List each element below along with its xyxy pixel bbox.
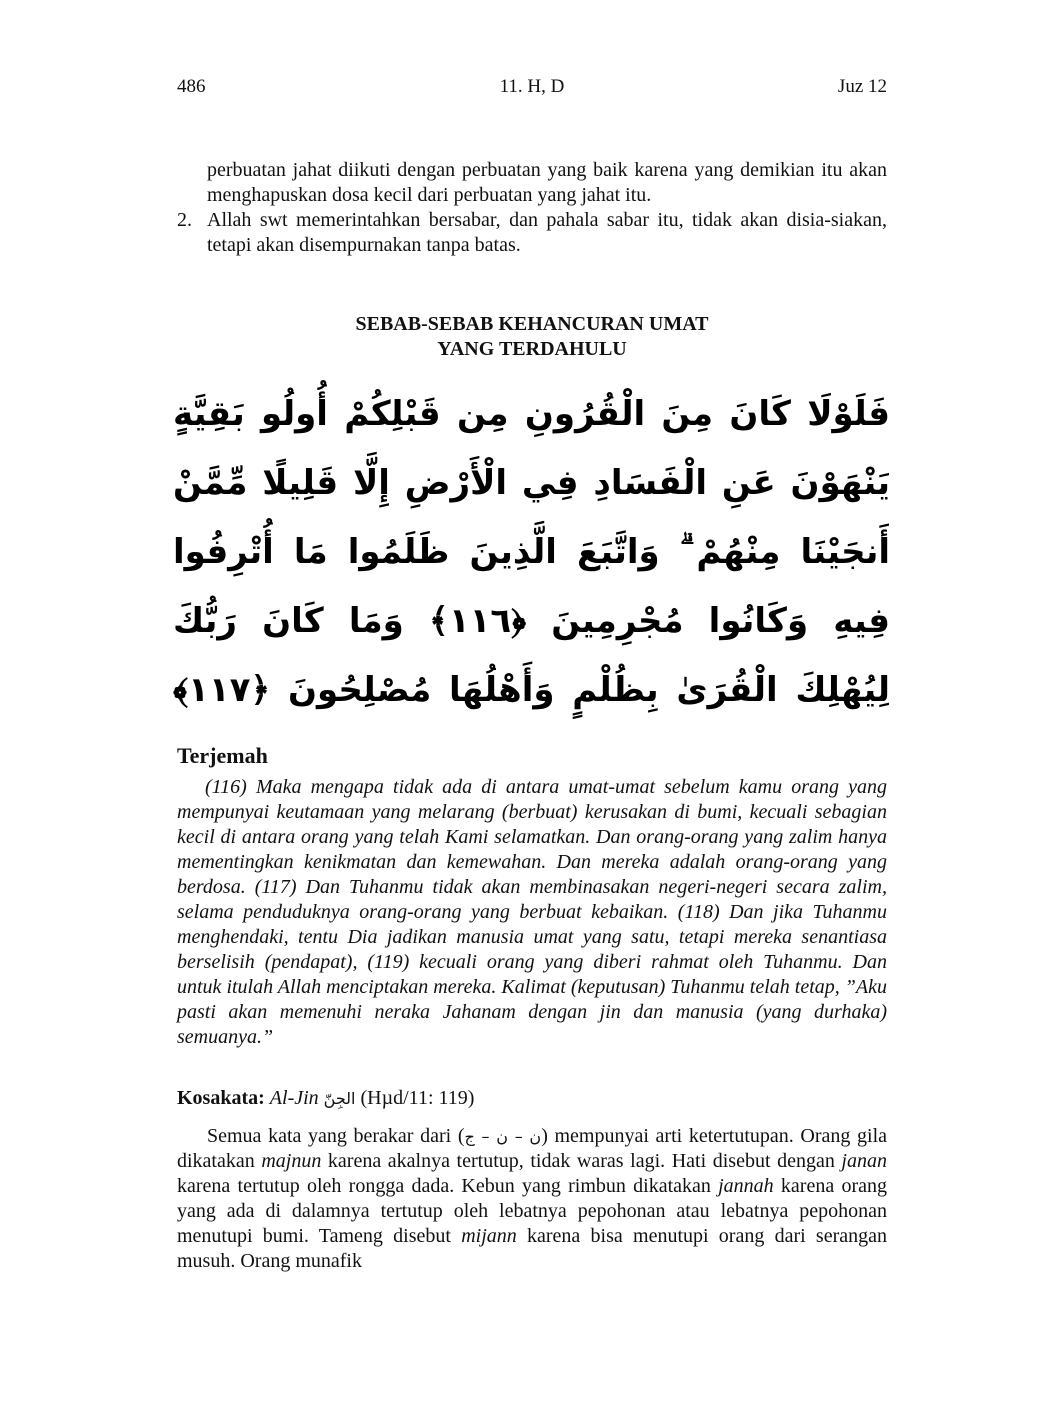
list-item-continuation: perbuatan jahat diikuti dengan perbuatan yang baik karena yang demikian itu akan menghapuskan dosa kecil dari perbuatan yang jahat itu. bbox=[207, 159, 887, 206]
terjemah-heading: Terjemah bbox=[177, 743, 268, 768]
kosakata-reference: (Hµd/11: 119) bbox=[360, 1087, 475, 1109]
para-text-2: ) mempunyai arti ketertutupan. Orang gila dikatakan bbox=[177, 1125, 888, 1172]
para-text-4: karena tertutup oleh rongga dada. Kebun yang rimbun dikatakan bbox=[177, 1175, 719, 1197]
body-paragraph bbox=[177, 1124, 887, 1274]
para-text-6: karena bisa menutupi orang dari serangan musuh. Orang munafik bbox=[177, 1225, 888, 1272]
page-number: 486 bbox=[177, 76, 206, 97]
arabic-root: ن – ن – ج bbox=[464, 1127, 542, 1146]
para-text-1: Semua kata yang berakar dari ( bbox=[207, 1125, 465, 1147]
kosakata-line bbox=[177, 1086, 887, 1111]
para-text-3: karena akalnya tertutup, tidak waras lagi. Hati disebut dengan bbox=[321, 1150, 842, 1172]
surah-title: 11. H, D bbox=[499, 76, 565, 97]
list-text: Allah swt memerintahkan bersabar, dan pahala sabar itu, tidak akan disia-siakan, tetapi akan disempurnakan tanpa batas. bbox=[207, 209, 887, 256]
section-title bbox=[177, 312, 887, 362]
list-number: 2. bbox=[177, 209, 192, 231]
arabic-verse-block: فَلَوْلَا كَانَ مِنَ الْقُرُونِ مِن قَبْلِكُمْ أُولُو بَقِيَّةٍ يَنْهَوْنَ عَنِ الْفَسَادِ فِي الْأَرْضِ إِلَّا قَلِيلًا مِّمَّنْ أَنجَيْنَا مِنْهُمْ ۗ وَاتَّبَعَ الَّذِينَ ظَلَمُوا مَا أُتْرِفُوا فِيهِ وَكَانُوا مُجْرِمِينَ ﴿١١٦﴾ وَمَا كَانَ رَبُّكَ لِيُهْلِكَ الْقُرَىٰ بِظُلْمٍ وَأَهْلُهَا مُصْلِحُونَ ﴿١١٧﴾ bbox=[173, 394, 890, 710]
term-majnun: majnun bbox=[261, 1150, 322, 1172]
section-title-line1: SEBAB-SEBAB KEHANCURAN UMAT bbox=[355, 313, 709, 335]
kosakata-arabic: الجِنّ bbox=[323, 1089, 356, 1108]
term-jannah: jannah bbox=[718, 1175, 774, 1197]
section-title-line2: YANG TERDAHULU bbox=[437, 338, 627, 360]
para-text-5: karena orang yang ada di dalamnya tertutup oleh lebatnya pepohonan atau lebatnya pepohonan menutupi bumi. Tameng disebut bbox=[177, 1175, 888, 1247]
term-mijann: mijann bbox=[461, 1225, 517, 1247]
page-header bbox=[177, 76, 887, 102]
juz-label: Juz 12 bbox=[837, 76, 887, 97]
kosakata-term: Al-Jin bbox=[269, 1087, 319, 1109]
terjemah-text: (116) Maka mengapa tidak ada di antara umat-umat sebelum kamu orang yang mempunyai keutamaan yang melarang (berbuat) kerusakan di bumi, kecuali sebagian kecil di antara orang yang telah Kami selamatkan. Dan orang-orang yang zalim hanya mementingkan kenikmatan dan kemewahan. Dan mereka adalah orang-orang yang berdosa. (117) Dan Tuhanmu tidak akan membinasakan negeri-negeri secara zalim, selama penduduknya orang-orang yang berbuat kebaikan. (118) Dan jika Tuhanmu menghendaki, tentu Dia jadikan manusia umat yang satu, tetapi mereka senantiasa berselisih (pendapat), (119) kecuali orang yang diberi rahmat oleh Tuhanmu. Dan untuk itulah Allah menciptakan mereka. Kalimat (keputusan) Tuhanmu telah tetap, ”Aku pasti akan memenuhi neraka Jahanam dengan jin dan manusia (yang durhaka) semuanya.” bbox=[177, 776, 887, 1048]
kosakata-label: Kosakata: bbox=[177, 1087, 265, 1109]
term-janan: janan bbox=[841, 1150, 887, 1172]
